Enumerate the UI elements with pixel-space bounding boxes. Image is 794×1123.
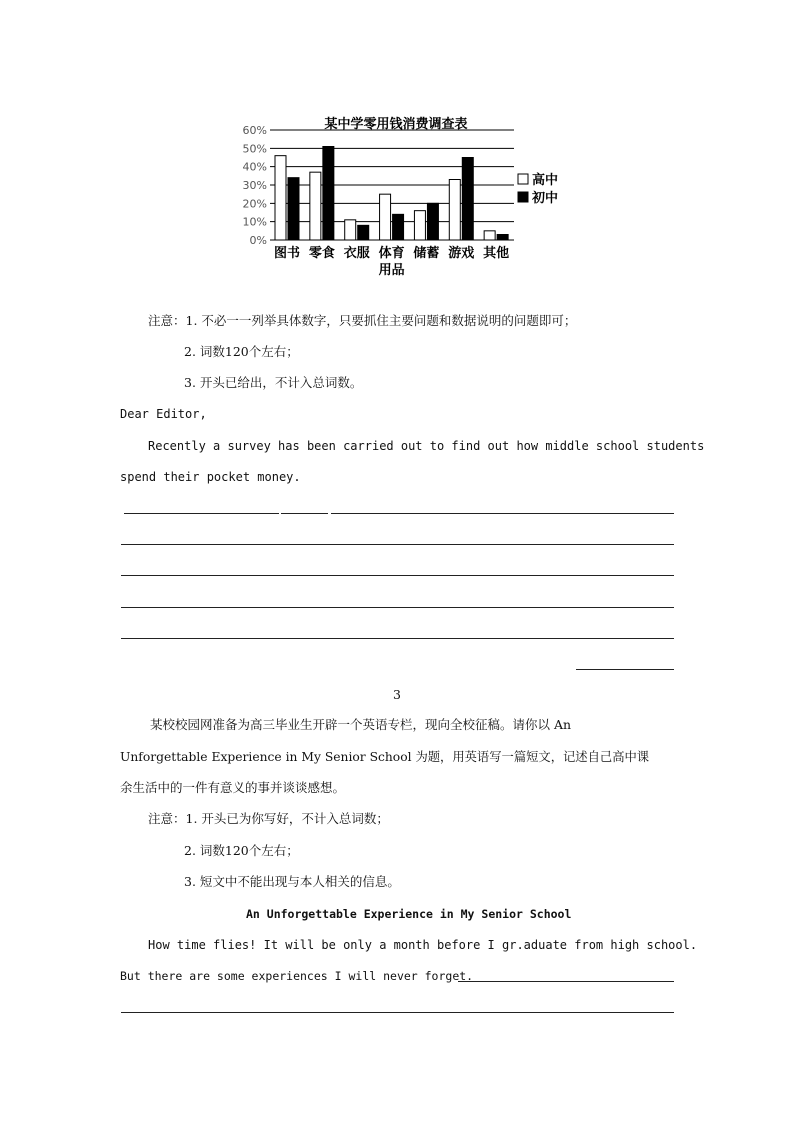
bar-高中-储蓄 — [414, 211, 425, 240]
chart-x-tick-labels — [274, 245, 509, 278]
legend-swatch — [518, 174, 528, 184]
essay-title: An Unforgettable Experience in My Senior School — [246, 907, 572, 921]
x-tick-label: 图书 — [273, 246, 301, 261]
writing-line — [331, 513, 674, 514]
chart-bars — [275, 147, 508, 241]
bar-高中-游戏 — [449, 180, 460, 241]
bar-初中-体育用品 — [393, 214, 404, 240]
x-tick-label: 游戏 — [448, 246, 475, 261]
y-tick-label: 20% — [242, 197, 267, 211]
writing-line — [121, 607, 674, 608]
notes2-label: 注意： — [148, 811, 186, 826]
notes1-label: 注意： — [148, 313, 186, 328]
bar-初中-衣服 — [358, 225, 369, 240]
writing-line — [121, 575, 674, 576]
chart-title: 某中学零用钱消费调查表 — [324, 117, 468, 132]
notes2-item3: 3. 短文中不能出现与本人相关的信息。 — [184, 874, 400, 889]
notes1-item1: 1. 不必一一列举具体数字，只要抓住主要问题和数据说明的问题即可； — [185, 313, 577, 328]
x-tick-label: 衣服 — [343, 246, 370, 261]
bar-初中-游戏 — [462, 158, 473, 241]
bar-初中-图书 — [288, 178, 299, 240]
y-tick-label: 30% — [242, 179, 267, 192]
chart-gridlines — [270, 130, 514, 240]
bar-高中-其他 — [484, 231, 495, 240]
task2-line1: 某校校园网准备为高三毕业生开辟一个英语专栏，现向全校征稿。请你以 An — [150, 717, 572, 732]
legend-label: 初中 — [532, 191, 559, 206]
legend-label: 高中 — [532, 173, 559, 188]
y-tick-label: 0% — [249, 234, 267, 247]
x-tick-label: 其他 — [483, 246, 510, 261]
bar-初中-零食 — [323, 147, 334, 241]
letter-line1: Recently a survey has been carried out to find out how middle school students — [148, 439, 705, 453]
essay-line1: How time flies! It will be only a month before I gr.aduate from high school. — [148, 938, 698, 952]
writing-line — [576, 669, 674, 670]
bar-高中-衣服 — [345, 220, 356, 240]
chart-y-tick-labels — [243, 124, 267, 247]
chart-legend — [518, 172, 558, 206]
x-tick-label: 用品 — [378, 263, 405, 278]
essay-line2: But there are some experiences I will never forget. — [120, 969, 474, 983]
y-tick-label: 60% — [242, 124, 267, 137]
bar-初中-储蓄 — [427, 203, 438, 240]
writing-line — [121, 638, 674, 639]
bar-高中-体育用品 — [380, 194, 391, 240]
legend-swatch — [518, 192, 528, 202]
writing-line — [121, 1012, 674, 1013]
task2-line2: Unforgettable Experience in My Senior School 为题，用英语写一篇短文，记述自己高中课 — [120, 750, 650, 764]
bar-高中-图书 — [275, 156, 286, 240]
x-tick-label: 零食 — [308, 246, 335, 261]
y-tick-label: 50% — [242, 142, 267, 156]
task2-line3: 余生活中的一件有意义的事并谈谈感想。 — [120, 780, 346, 795]
notes1-item2: 2. 词数120个左右； — [184, 344, 299, 359]
y-tick-label: 40% — [242, 160, 267, 174]
notes2-line1 — [148, 810, 389, 828]
writing-line — [121, 544, 674, 545]
x-tick-label: 储蓄 — [413, 246, 440, 261]
notes1-item3: 3. 开头已给出，不计入总词数。 — [184, 375, 363, 390]
x-tick-label: 体育 — [378, 246, 405, 261]
letter-line2: spend their pocket money. — [120, 470, 301, 484]
letter-greeting: Dear Editor, — [120, 407, 207, 421]
consumption-survey-chart — [238, 108, 568, 283]
notes2-item2: 2. 词数120个左右； — [184, 843, 299, 858]
writing-line — [458, 981, 674, 982]
bar-高中-零食 — [310, 172, 321, 240]
page-number: 3 — [393, 687, 401, 702]
bar-初中-其他 — [497, 235, 508, 241]
writing-line — [281, 513, 328, 514]
notes2-item1: 1. 开头已为你写好，不计入总词数； — [185, 811, 389, 826]
y-tick-label: 10% — [242, 215, 267, 229]
notes1-line1 — [148, 312, 576, 330]
writing-line — [124, 513, 279, 514]
